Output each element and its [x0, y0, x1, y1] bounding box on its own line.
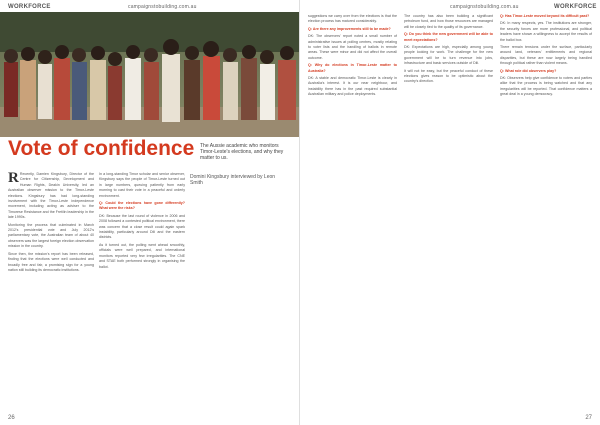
drop-cap: R [8, 172, 19, 186]
photo-caption: The Aussie academic who monitors Timor-Leste's elections, and why they matter to us. [200, 143, 284, 161]
paragraph: DK: A stable and democratic Timor-Leste is clearly in Australia's interest. It is our near neighbour, and instability there has in the past required substantial Australian military and police deployments. [308, 76, 397, 97]
paragraph: As it turned out, the polling went ahead smoothly, officials were well prepared, and international monitors reported very few irregularities. The CNE and STAE both performed strongly in organising the ballot. [99, 242, 185, 269]
question: Q: Are there any improvements still to be made? [308, 26, 391, 31]
left-running-head [8, 4, 51, 10]
article-title: Vote of confidence [8, 137, 195, 160]
page-number-left: 26 [8, 415, 15, 421]
paragraph: DK: The observers' report noted a small number of administrative issues at polling centres, mostly relating to voter lists and the handling of ballots in remote areas. These were minor and did not affect the overall outcome. [308, 34, 397, 60]
left-column-1 [8, 172, 94, 412]
photo-of-queue-of-voters [0, 12, 300, 137]
magazine-url: campaignstobuilding.com.au [450, 4, 519, 10]
right-column-1 [308, 14, 397, 412]
magazine-url: campaignstobuilding.com.au [128, 4, 197, 10]
question: Q: Why do elections in Timor-Leste matter to Australia? [308, 63, 397, 73]
paragraph: Monitoring the process that culminated in March 2012's presidential vote and July 2012's parliamentary vote, the Australian team of about 40 observers was the largest foreign election observation mission in the country. [8, 222, 94, 249]
right-running-url [450, 4, 519, 10]
right-page [300, 0, 600, 425]
right-column-2 [404, 14, 493, 412]
left-column-2 [99, 172, 185, 412]
right-running-head [554, 4, 597, 10]
byline: Domini Kingsbury interviewed by Leon Smith [190, 174, 276, 186]
question: Q: Has Timor-Leste moved beyond its difficult past? [500, 14, 590, 18]
paragraph: DK: Expectations are high, especially among young people looking for work. The challenge for the new government will be to turn revenue into jobs, infrastructure and basic services outside of Dili. [404, 45, 493, 66]
section-label: WORKFORCE [554, 4, 597, 10]
paragraph: There remain tensions under the surface, particularly around land, veterans' entitlements and regional disparities, but these are now largely being handled through political rather than violent means. [500, 45, 592, 66]
paragraph: DK: In many respects, yes. The institutions are stronger, the security forces are more professional, and political leaders have shown a willingness to accept the results of the ballot box. [500, 21, 592, 42]
paragraph: In a long-standing Timor scholar and senior observer, Kingsbury says the people of Timor-Leste turned out in large numbers, queuing patiently from early morning to cast their vote in a peaceful and orderly environment. [99, 172, 185, 198]
question: Q: What role did observers play? [500, 68, 557, 73]
paragraph: suggestions we carry over from the elections is that the election process has matured considerably. [308, 14, 397, 24]
paragraph: Since then, the mission's report has been released, finding that the elections were well conducted and broadly free and fair, a promising sign for a young nation still building its democratic institutions. [8, 251, 94, 272]
paragraph: DK: Observers help give confidence to voters and parties alike that the process is being watched and that any irregularities will be reported. That confidence matters a great deal in a young democracy. [500, 76, 592, 97]
paragraph: R Recently, Damien Kingsbury, Director of the Centre for Citizenship, Development and Human Rights, Deakin University, led an Australian observer mission to the Timor-Leste elections. Kingsbury has had long-standing involvement with the Timor-Leste independence movement, including acting as adviser to the Timorese Resistance and the Fretilin leadership in the late 1990s. [8, 172, 94, 220]
page-number-right: 27 [585, 415, 592, 421]
question: Q: Could the elections have gone differently? What were the risks? [99, 201, 185, 211]
right-column-3 [500, 14, 592, 412]
section-label: WORKFORCE [8, 4, 51, 10]
paragraph: The country has also been building a significant petroleum fund, and how those resources are managed will be closely tied to the quality of its governance. [404, 14, 493, 29]
feature-photo [0, 12, 300, 137]
crowd-figures [4, 39, 296, 122]
pull-quote [190, 170, 288, 186]
paragraph: It will not be easy, but the peaceful conduct of these elections gives reason to be optimistic about the country's direction. [404, 68, 493, 84]
paragraph: DK: Because the last round of violence in 2006 and 2008 followed a contested political environment, there was concern that a close result could again spark instability, particularly around Dili and the eastern districts. [99, 213, 185, 240]
left-running-url [128, 4, 197, 10]
question: Q: Do you think the new government will be able to meet expectations? [404, 32, 493, 42]
